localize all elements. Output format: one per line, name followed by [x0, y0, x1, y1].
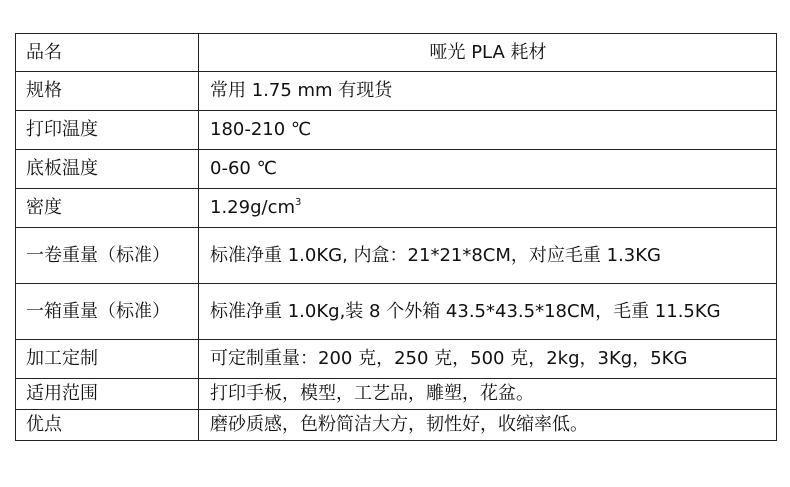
row-label: 优点 [16, 410, 199, 441]
row-value: 标准净重 1.0KG, 内盒：21*21*8CM，对应毛重 1.3KG [199, 228, 777, 284]
table-row [16, 189, 777, 228]
row-value: 0-60 ℃ [199, 150, 777, 189]
density-value: 1.29g/cm [210, 197, 295, 218]
row-value: 标准净重 1.0Kg,装 8 个外箱 43.5*43.5*18CM，毛重 11.5KG [199, 284, 777, 340]
row-value: 常用 1.75 mm 有现货 [199, 72, 777, 111]
table-row [16, 150, 777, 189]
row-value: 磨砂质感，色粉简洁大方，韧性好，收缩率低。 [199, 410, 777, 441]
table-row [16, 72, 777, 111]
row-label: 规格 [16, 72, 199, 111]
table-row [16, 410, 777, 441]
product-spec-table [15, 33, 777, 441]
row-label: 一卷重量（标准） [16, 228, 199, 284]
row-label: 一箱重量（标准） [16, 284, 199, 340]
row-label: 底板温度 [16, 150, 199, 189]
row-value: 打印手板，模型，工艺品，雕塑，花盆。 [199, 379, 777, 410]
row-label: 打印温度 [16, 111, 199, 150]
row-value: 哑光 PLA 耗材 [199, 34, 777, 72]
row-label: 密度 [16, 189, 199, 228]
table-row [16, 34, 777, 72]
table-row [16, 379, 777, 410]
row-label: 加工定制 [16, 340, 199, 379]
row-value: 可定制重量：200 克，250 克，500 克，2kg，3Kg，5KG [199, 340, 777, 379]
row-value [199, 189, 777, 228]
table-row [16, 340, 777, 379]
row-value: 180-210 ℃ [199, 111, 777, 150]
density-unit-exponent: 3 [295, 197, 302, 208]
table-row [16, 228, 777, 284]
table-row [16, 111, 777, 150]
row-label: 适用范围 [16, 379, 199, 410]
table-row [16, 284, 777, 340]
row-label: 品名 [16, 34, 199, 72]
